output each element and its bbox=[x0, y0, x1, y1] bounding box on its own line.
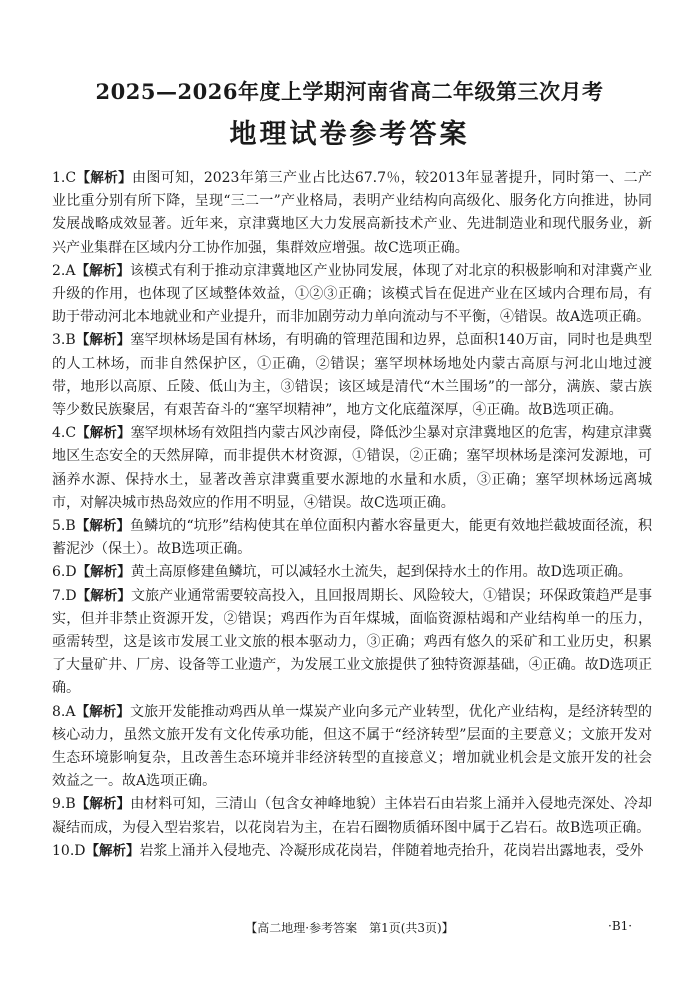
answer-number: 7.D bbox=[52, 587, 77, 604]
exam-title: 2025—2026年度上学期河南省高二年级第三次月考 bbox=[95, 79, 604, 104]
answer-number: 1.C bbox=[52, 170, 77, 186]
answer-item-6 bbox=[52, 561, 652, 584]
answer-item-7 bbox=[52, 585, 652, 701]
analysis-tag: 【解析】 bbox=[76, 564, 131, 581]
answer-number: 8.A bbox=[52, 703, 76, 720]
answer-number: 6.D bbox=[52, 564, 77, 581]
answer-list bbox=[52, 167, 652, 863]
answer-item-8 bbox=[52, 701, 652, 794]
answer-item-9 bbox=[52, 793, 652, 839]
answer-text: 塞罕坝林场是国有林场，有明确的管理范围和边界，总面积140万亩，同时也是典型的人工林场，而非自然保护区，①正确，②错误；塞罕坝林场地处内蒙古高原与河北山地过渡带，地形以高原、丘陵、低山为主，③错误；该区域是清代“木兰围场”的一部分，满族、蒙古族等少数民族聚居，有艰苦奋斗的“塞罕坝精神”，地方文化底蕴深厚，④正确。故B选项正确。 bbox=[52, 332, 652, 419]
answer-text: 岩浆上涌并入侵地壳、冷凝形成花岗岩，伴随着地壳抬升，花岗岩出露地表，受外 bbox=[139, 842, 644, 859]
answer-item-3 bbox=[52, 329, 652, 422]
answer-item-1 bbox=[52, 167, 652, 260]
analysis-tag: 【解析】 bbox=[75, 796, 131, 813]
page-footer: 【高二地理·参考答案 第1页(共3页)】 bbox=[245, 921, 454, 935]
answer-number: 9.B bbox=[52, 796, 76, 813]
answer-number: 5.B bbox=[52, 518, 76, 535]
answer-text: 塞罕坝林场有效阻挡内蒙古风沙南侵，降低沙尘暴对京津冀地区的危害，构建京津冀地区生态安全的天然屏障，而非提供木材资源，①错误，②正确；塞罕坝林场是滦河发源地，可涵养水源、保持水土，显著改善京津冀重要水源地的水量和水质，③正确；塞罕坝林场远离城市，对解决城市热岛效应的作用不明显，④错误。故C选项正确。 bbox=[52, 425, 653, 511]
answer-key-title: 地理试卷参考答案 bbox=[229, 119, 470, 150]
answer-text: 文旅产业通常需要较高投入，且回报周期长、风险较大，①错误；环保政策趋严是事实，但并非禁止资源开发，②错误；鸡西作为百年煤城，面临资源枯竭和产业结构单一的压力，亟需转型，这是该市发展工业文旅的根本驱动力，③正确；鸡西有悠久的采矿和工业历史，积累了大量矿井、厂房、设备等工业遗产，为发展工业文旅提供了独特资源基础，④正确。故D选项正确。 bbox=[52, 587, 653, 697]
answer-number: 4.C bbox=[52, 425, 77, 442]
answer-text: 黄土高原修建鱼鳞坑，可以减轻水土流失，起到保持水土的作用。故D选项正确。 bbox=[130, 564, 632, 581]
answer-text: 由图可知，2023年第三产业占比达67.7％，较2013年显著提升，同时第一、二产业比重分别有所下降，呈现“三二一”产业格局，表明产业结构向高级化、服务化方向推进，协同发展战略成效显著。近年来，京津冀地区大力发展高新技术产业、先进制造业和现代服务业，新兴产业集群在区域内分工协作加强，集群效应增强。故C选项正确。 bbox=[52, 170, 652, 256]
answer-number: 3.B bbox=[52, 332, 76, 349]
analysis-tag: 【解析】 bbox=[75, 518, 131, 535]
analysis-tag: 【解析】 bbox=[75, 262, 131, 279]
analysis-tag: 【解析】 bbox=[75, 332, 131, 349]
answer-item-10 bbox=[52, 840, 652, 863]
analysis-tag: 【解析】 bbox=[76, 587, 132, 604]
analysis-tag: 【解析】 bbox=[75, 703, 131, 720]
answer-item-4 bbox=[52, 422, 652, 515]
answer-text: 由材料可知，三清山（包含女神峰地貌）主体岩石由岩浆上涌并入侵地壳深处、冷却凝结而成，为侵入型岩浆岩，以花岗岩为主，在岩石圈物质循环图中属于乙岩石。故B选项正确。 bbox=[52, 796, 652, 836]
answer-text: 文旅开发能推动鸡西从单一煤炭产业向多元产业转型，优化产业结构，是经济转型的核心动力，虽然文旅开发有文化传承功能，但这不属于“经济转型”层面的主要意义；文旅开发对生态环境影响复杂，且改善生态环境并非经济转型的直接意义；增加就业机会是文旅开发的社会效益之一。故A选项正确。 bbox=[52, 703, 653, 790]
answer-item-5 bbox=[52, 515, 652, 561]
answer-text: 该模式有利于推动京津冀地区产业协同发展，体现了对北京的积极影响和对津冀产业升级的作用，也体现了区域整体效益，①②③正确；该模式旨在促进产业在区域内合理布局，有助于带动河北本地就业和产业提升，而非加剧劳动力单向流动与不平衡，④错误。故A选项正确。 bbox=[52, 262, 653, 326]
analysis-tag: 【解析】 bbox=[85, 842, 140, 859]
analysis-tag: 【解析】 bbox=[76, 170, 132, 186]
answer-text: 鱼鳞坑的“坑形”结构使其在单位面积内蓄水容量更大，能更有效地拦截坡面径流，积蓄泥沙（保土）。故B选项正确。 bbox=[52, 518, 653, 558]
answer-number: 2.A bbox=[52, 262, 76, 279]
paper-code: ·B1· bbox=[608, 919, 633, 933]
analysis-tag: 【解析】 bbox=[76, 425, 131, 442]
answer-item-2 bbox=[52, 260, 652, 330]
answer-number: 10.D bbox=[52, 842, 86, 859]
